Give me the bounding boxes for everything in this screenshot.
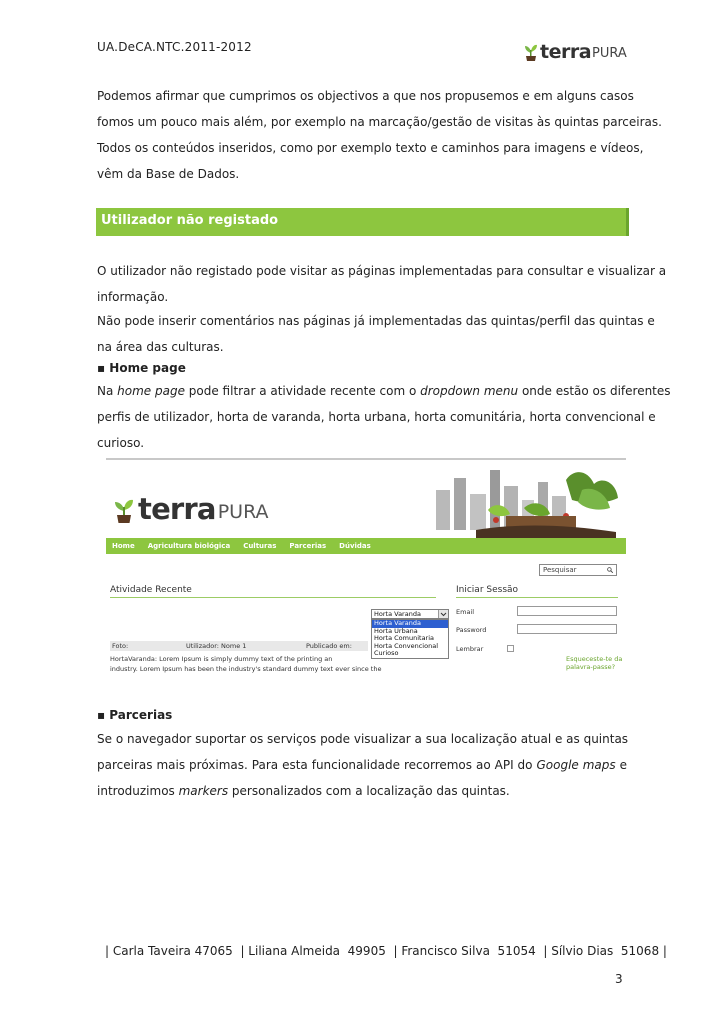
city-garden-illustration — [396, 460, 626, 538]
search-input[interactable] — [539, 564, 617, 576]
intro-line: Podemos afirmar que cumprimos os objectivos a que nos propusemos e em alguns casos — [97, 89, 634, 103]
footer-authors: | Carla Taveira 47065 | Liliana Almeida 49905 | Francisco Silva 51054 | Sílvio Dias 51068 | — [105, 944, 667, 958]
select-value: Horta Varanda — [374, 610, 421, 618]
col-publicado: Publicado em: — [306, 642, 352, 650]
text-line: O utilizador não registado pode visitar as páginas implementadas para consultar e visualizar a — [97, 264, 667, 278]
text-line — [97, 752, 627, 778]
search-placeholder: Pesquisar — [543, 566, 577, 574]
site-logo — [114, 494, 269, 524]
iniciar-sessao-title: Iniciar Sessão — [456, 585, 519, 595]
email-label: Email — [456, 608, 475, 616]
site-logo-bold: terra — [138, 492, 216, 526]
text-line: na área das culturas. — [97, 340, 224, 354]
sessao-divider — [456, 597, 618, 598]
sprout-icon — [524, 42, 538, 62]
option-horta-varanda[interactable]: Horta Varanda — [372, 620, 448, 628]
atividade-recente-title: Atividade Recente — [110, 585, 192, 595]
text-run: e — [615, 758, 627, 772]
option-horta-urbana[interactable]: Horta Urbana — [374, 626, 418, 635]
header-logo-bold: terra — [540, 41, 592, 63]
nav-item-culturas[interactable]: Culturas — [243, 542, 277, 550]
text-line: Não pode inserir comentários nas páginas já implementadas das quintas/perfil das quintas e — [97, 314, 655, 328]
site-logo-light: PURA — [217, 501, 269, 523]
text-line — [97, 778, 627, 804]
atividade-divider — [110, 597, 436, 598]
email-field[interactable] — [517, 606, 617, 616]
text-run-italic: dropdown menu — [420, 384, 519, 398]
lembrar-label: Lembrar — [456, 645, 484, 653]
intro-line: vêm da Base de Dados. — [97, 167, 240, 181]
section-heading-bar — [96, 208, 629, 236]
plant-pot-icon — [114, 496, 134, 524]
profile-filter-select[interactable] — [371, 609, 449, 619]
intro-line: fomos um pouco mais além, por exemplo na marcação/gestão de visitas às quintas parceiras. — [97, 115, 662, 129]
text-run: introduzimos — [97, 784, 179, 798]
text-line: Se o navegador suportar os serviços pode visualizar a sua localização atual e as quintas — [97, 732, 629, 746]
lembrar-checkbox[interactable] — [507, 645, 514, 652]
page-number: 3 — [615, 972, 623, 986]
doc-code: UA.DeCA.NTC.2011-2012 — [97, 40, 252, 54]
password-label: Password — [456, 626, 487, 634]
text-line — [97, 378, 671, 404]
home-page-paragraph — [97, 378, 671, 456]
activity-row-text: HortaVaranda: Lorem Ipsum is simply dummy text of the printing an — [110, 655, 333, 663]
header-logo-light: PURA — [592, 46, 627, 61]
activity-table-header — [110, 641, 368, 651]
intro-line: Todos os conteúdos inseridos, como por exemplo texto e caminhos para imagens e vídeos, — [97, 141, 644, 155]
text-run: onde estão os diferentes — [518, 384, 671, 398]
text-run: Na — [97, 384, 118, 398]
nav-item-home[interactable]: Home — [112, 542, 135, 550]
forgot-password-link[interactable]: Esqueceste-te da palavra-passe? — [566, 655, 623, 671]
parcerias-paragraph — [97, 726, 627, 804]
section-title: Utilizador não registado — [101, 213, 279, 228]
text-run-italic: Google maps — [536, 758, 616, 772]
search-icon[interactable] — [607, 566, 613, 572]
site-nav-bar — [106, 538, 626, 554]
parcerias-heading: ▪ Parcerias — [97, 708, 173, 722]
nav-item-agricultura[interactable]: Agricultura biológica — [147, 542, 231, 550]
option-curioso[interactable]: Curioso — [374, 649, 399, 658]
col-utilizador: Utilizador: Nome 1 — [186, 642, 247, 650]
nav-item-duvidas[interactable]: Dúvidas — [339, 542, 371, 550]
text-run-italic: home page — [117, 384, 185, 398]
text-run: parceiras mais próximas. Para esta funcionalidade recorremos ao API do — [97, 758, 537, 772]
text-run: pode filtrar a atividade recente com o — [184, 384, 421, 398]
option-horta-comunitaria[interactable]: Horta Comunitaria — [374, 634, 435, 643]
text-line: perfis de utilizador, horta de varanda, horta urbana, horta comunitária, horta convencional e — [97, 410, 656, 424]
nav-item-parcerias[interactable]: Parcerias — [289, 542, 327, 550]
text-run: personalizados com a localização das quintas. — [228, 784, 510, 798]
option-horta-convencional[interactable]: Horta Convencional — [374, 641, 439, 650]
chevron-down-icon[interactable] — [438, 610, 448, 618]
text-line: curioso. — [97, 436, 145, 450]
unregistered-paragraph-1 — [97, 258, 667, 310]
col-foto: Foto: — [112, 642, 129, 650]
intro-paragraph — [97, 83, 662, 187]
activity-row-text: industry. Lorem Ipsum has been the industry's standard dummy text ever since the — [110, 665, 382, 673]
home-page-screenshot — [106, 458, 626, 680]
home-page-heading: ▪ Home page — [97, 361, 186, 375]
password-field[interactable] — [517, 624, 617, 634]
header-logo — [524, 36, 627, 62]
text-run-italic: markers — [178, 784, 229, 798]
profile-filter-options — [371, 619, 449, 659]
text-line: informação. — [97, 290, 169, 304]
unregistered-paragraph-2 — [97, 308, 655, 360]
